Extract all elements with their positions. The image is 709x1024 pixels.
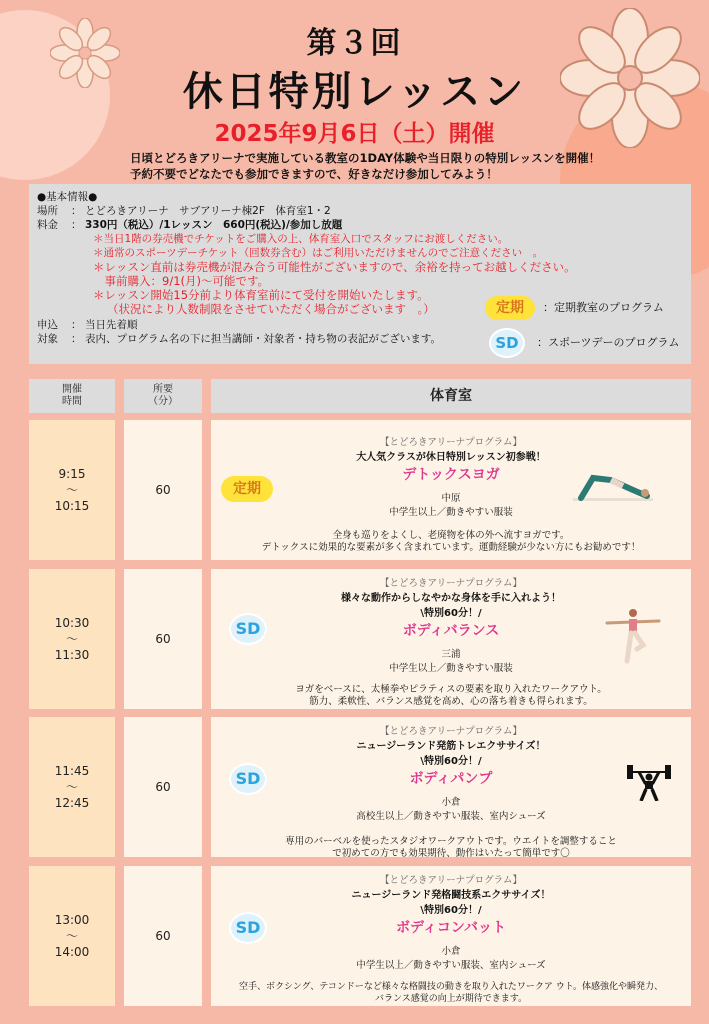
time-separator: ～ xyxy=(65,929,78,943)
info-colon: ： xyxy=(71,219,82,231)
header-text: 開催 xyxy=(62,384,82,395)
program-teacher: 中原 xyxy=(441,493,461,504)
end-time: 14:00 xyxy=(54,945,90,959)
info-note: 事前購入：9/1(月)～可能です。 xyxy=(93,274,270,288)
program-name: ボディパンプ xyxy=(409,771,493,787)
program-catch: \特別60分！/ xyxy=(420,905,482,916)
program-description: ヨガをベースに、太極拳やピラティスの要素を取り入れたワークアウト。 xyxy=(295,684,607,695)
program-catch: \特別60分！/ xyxy=(420,608,482,619)
program-catch: 様々な動作からしなやかな身体を手に入れよう！ xyxy=(341,593,561,604)
program-tag: 【とどろきアリーナプログラム】 xyxy=(379,578,523,589)
duration-cell: 60 xyxy=(124,569,202,709)
header-text: 時間 xyxy=(62,396,82,407)
sd-badge: SD xyxy=(489,328,525,358)
header-text: 所要 xyxy=(153,384,173,395)
time-separator: ～ xyxy=(65,483,78,497)
event-date: 2025年9月6日（土）開催 xyxy=(214,121,495,147)
time-cell xyxy=(29,569,115,709)
program-name: デトックスヨガ xyxy=(402,467,500,483)
program-tag: 【とどろきアリーナプログラム】 xyxy=(379,726,523,737)
program-cell xyxy=(211,569,691,709)
barbell-lifter-icon xyxy=(627,761,671,801)
teiki-badge: 定期 xyxy=(485,296,535,320)
column-header-duration xyxy=(124,379,202,413)
program-description: 空手、ボクシング、テコンドーなど様々な格闘技の動きを取り入れたワークア ウト。体感強化や瞬発力、 xyxy=(239,982,663,992)
end-time: 11:30 xyxy=(54,648,90,662)
info-value: 表内、プログラム名の下に担当講師・対象者・持ち物の表記がございます。 xyxy=(85,333,442,345)
start-time: 9:15 xyxy=(58,467,86,481)
sd-badge: SD xyxy=(229,613,267,645)
intro-line: 日頃とどろきアリーナで実施している教室の1DAY体験や当日限りの特別レッスンを開催！ xyxy=(130,151,601,165)
intro-text xyxy=(130,150,650,182)
program-tag: 【とどろきアリーナプログラム】 xyxy=(379,437,523,448)
end-time: 10:15 xyxy=(54,499,90,513)
info-colon: ： xyxy=(71,333,82,345)
header-text: （分） xyxy=(148,396,178,407)
info-note: ＊当日1階の券売機でチケットをご購入の上、体育室入口でスタッフにお渡しください。 xyxy=(93,233,509,245)
program-cell xyxy=(211,420,691,560)
yoga-bridge-pose-icon xyxy=(573,466,653,506)
info-value: 330円（税込）/1レッスン 660円(税込)/参加し放題 xyxy=(85,219,343,231)
info-colon: ： xyxy=(71,319,82,331)
info-label: 場所 xyxy=(37,205,58,217)
program-description: デトックスに効果的な要素が多く含まれています。運動経験が少ない方にもお勧めです！ xyxy=(261,542,641,553)
program-cell xyxy=(211,866,691,1006)
start-time: 10:30 xyxy=(54,616,90,630)
page-title: 休日特別レッスン xyxy=(182,69,527,115)
time-cell xyxy=(29,866,115,1006)
program-target: 中学生以上／動きやすい服装、室内シューズ xyxy=(356,960,546,971)
program-catch: ニュージーランド発格闘技系エクササイズ！ xyxy=(351,890,551,901)
time-cell xyxy=(29,717,115,857)
program-teacher: 小倉 xyxy=(441,946,461,957)
program-target: 高校生以上／動きやすい服装、室内シューズ xyxy=(356,811,546,822)
legend-sd-label: ：スポーツデーのプログラム xyxy=(537,336,680,349)
program-target: 中学生以上／動きやすい服装 xyxy=(389,507,513,518)
time-separator: ～ xyxy=(65,632,78,646)
program-name: ボディバランス xyxy=(402,623,500,639)
time-cell xyxy=(29,420,115,560)
program-name: ボディコンバット xyxy=(396,920,506,936)
info-label: 対象 xyxy=(37,333,58,345)
info-value: 当日先着順 xyxy=(85,319,138,331)
info-row-fee xyxy=(37,218,683,232)
program-cell xyxy=(211,717,691,857)
info-value: とどろきアリーナ サブアリーナ棟2F 体育室1・2 xyxy=(85,205,331,217)
program-catch: 大人気クラスが休日特別レッスン初参戦！ xyxy=(356,452,546,463)
info-note: ＊レッスン開始15分前より体育室前にて受付を開始いたします。 xyxy=(93,288,429,302)
sd-badge: SD xyxy=(229,763,267,795)
program-description: 全身も巡りをよくし、老廃物を体の外へ流すヨガです。 xyxy=(332,530,570,541)
duration-cell: 60 xyxy=(124,866,202,1006)
program-catch: \特別60分！/ xyxy=(420,756,482,767)
start-time: 13:00 xyxy=(54,913,90,927)
column-header-room: 体育室 xyxy=(211,379,691,413)
start-time: 11:45 xyxy=(54,764,90,778)
program-teacher: 三浦 xyxy=(441,649,461,660)
legend-teiki xyxy=(485,296,664,320)
end-time: 12:45 xyxy=(54,796,90,810)
program-description: バランス感覚の向上が期待できます。 xyxy=(374,994,527,1004)
program-target: 中学生以上／動きやすい服装 xyxy=(389,663,513,674)
basic-info-box xyxy=(29,184,691,364)
program-description: で初めての方でも効果期待、動作はいたって簡単です〇 xyxy=(332,848,570,859)
info-label: 申込 xyxy=(37,319,58,331)
program-catch: ニュージーランド発筋トレエクササイズ！ xyxy=(356,741,546,752)
duration-cell: 60 xyxy=(124,420,202,560)
yoga-balance-pose-icon xyxy=(603,605,663,665)
info-heading: ●基本情報● xyxy=(37,191,98,203)
info-row-place xyxy=(37,204,683,218)
intro-line: 予約不要でどなたでも参加できますので、好きなだけ参加してみよう！ xyxy=(130,167,498,181)
column-header-time xyxy=(29,379,115,413)
legend-sd xyxy=(489,328,679,358)
program-teacher: 小倉 xyxy=(441,797,461,808)
info-note: ＊レッスン直前は券売機が混み合う可能性がございますので、余裕を持ってお越しください。 xyxy=(93,260,576,274)
vol-title: 第３回 xyxy=(306,26,403,61)
info-label: 料金 xyxy=(37,219,58,231)
program-description: 筋力、柔軟性、バランス感覚を高め、心の落ち着きも得られます。 xyxy=(309,696,593,707)
program-tag: 【とどろきアリーナプログラム】 xyxy=(379,875,523,886)
info-colon: ： xyxy=(71,205,82,217)
legend-teiki-label: ：定期教室のプログラム xyxy=(543,301,664,314)
sd-badge: SD xyxy=(229,912,267,944)
info-note: ＊通常のスポーツデーチケット（回数券含む）はご利用いただけませんのでご注意ください 。 xyxy=(93,247,544,259)
teiki-badge: 定期 xyxy=(221,476,273,502)
duration-cell: 60 xyxy=(124,717,202,857)
time-separator: ～ xyxy=(65,780,78,794)
info-note: （状況により人数制限をさせていただく場合がございます 。） xyxy=(107,302,435,316)
program-description: 専用のバーベルを使ったスタジオワークアウトです。ウエイトを調整すること xyxy=(285,836,617,847)
